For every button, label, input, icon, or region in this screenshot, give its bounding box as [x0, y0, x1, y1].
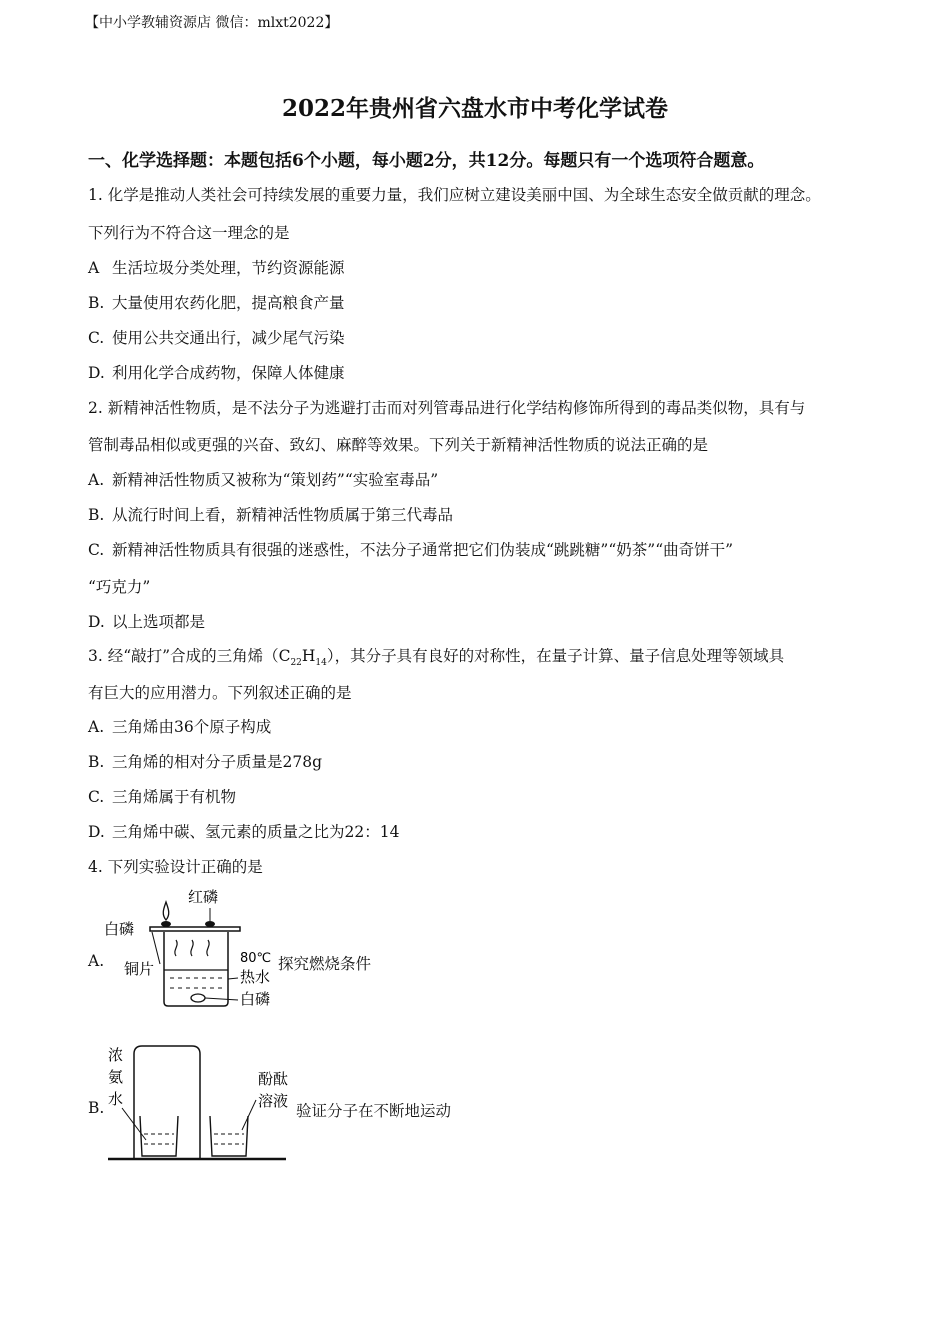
- q3-stem-line2: 有巨大的应用潜力。下列叙述正确的是: [88, 684, 352, 702]
- q2-option-c: [88, 538, 733, 560]
- steam-line: [175, 940, 177, 956]
- label-white-phosphorus-top: 白磷: [104, 920, 135, 938]
- option-letter: B.: [88, 753, 105, 771]
- q2-stem-line2: 管制毒品相似或更强的兴奋、致幻、麻醉等效果。下列关于新精神活性物质的说法正确的是: [88, 436, 709, 454]
- label-copper-sheet: 铜片: [124, 960, 155, 978]
- q3-stem-line1: [88, 644, 784, 668]
- option-text: 三角烯中碳、氢元素的质量之比为22：14: [112, 823, 400, 841]
- q3-stem-text: 3. 经“敲打”合成的三角烯（C: [88, 647, 291, 665]
- formula-subscript: 14: [315, 658, 327, 669]
- option-letter: B.: [88, 506, 105, 524]
- q1-stem-line1: 1. 化学是推动人类社会可持续发展的重要力量，我们应树立建设美丽中国、为全球生态安全做贡献的理念。: [88, 186, 821, 204]
- pointer-line: [228, 978, 238, 979]
- q3-option-d: [88, 820, 399, 842]
- white-phosphorus-piece: [161, 921, 171, 927]
- option-text: 新精神活性物质又被称为“策划药”“实验室毒品”: [112, 471, 439, 489]
- option-letter: A.: [88, 471, 105, 489]
- option-letter: D.: [88, 364, 105, 382]
- q1-option-b: [88, 291, 345, 313]
- formula-element: H: [301, 647, 316, 665]
- label-hot-water: 热水: [240, 968, 271, 986]
- q2-option-c-continued: [88, 575, 150, 597]
- option-text: 三角烯的相对分子质量是278g: [112, 753, 323, 771]
- option-letter: A: [88, 259, 100, 277]
- option-letter: D.: [88, 613, 105, 631]
- combustion-apparatus-diagram: [104, 884, 284, 1016]
- q3-option-c: [88, 785, 236, 807]
- q4-option-b-letter: B.: [88, 1099, 105, 1117]
- red-phosphorus-piece: [205, 921, 215, 927]
- option-text: 大量使用农药化肥，提高粮食产量: [112, 294, 345, 312]
- steam-line: [191, 940, 193, 956]
- watermark: 【中小学教辅资源店 微信：mlxt2022】: [85, 15, 339, 31]
- label-red-phosphorus: 红磷: [188, 888, 219, 906]
- label-solution: 溶液: [258, 1092, 289, 1110]
- q4-option-b-caption: 验证分子在不断地运动: [296, 1102, 452, 1120]
- option-text: 从流行时间上看，新精神活性物质属于第三代毒品: [112, 506, 454, 524]
- label-white-phosphorus-bottom: 白磷: [240, 990, 271, 1008]
- q2-option-b: [88, 503, 453, 525]
- q1-option-a: [88, 256, 345, 278]
- ammonia-beaker: [140, 1116, 178, 1156]
- option-letter: C.: [88, 541, 105, 559]
- option-letter: A.: [88, 718, 105, 736]
- q3-option-b: [88, 750, 322, 772]
- page-title: 2022年贵州省六盘水市中考化学试卷: [281, 95, 668, 122]
- submerged-white-phosphorus: [191, 994, 205, 1002]
- option-text: 三角烯由36个原子构成: [112, 718, 272, 736]
- q2-option-a: [88, 468, 438, 490]
- q4-stem: 4. 下列实验设计正确的是: [88, 858, 263, 876]
- q4-option-a-letter: A.: [88, 952, 105, 970]
- steam-line: [207, 940, 209, 956]
- q2-option-d: [88, 610, 205, 632]
- option-text: 利用化学合成药物，保障人体健康: [112, 364, 345, 382]
- option-text: 三角烯属于有机物: [112, 788, 237, 806]
- option-text: 新精神活性物质具有很强的迷惑性，不法分子通常把它们伪装成“跳跳糖”“奶茶”“曲奇饼干”: [112, 541, 734, 559]
- copper-plate: [150, 927, 240, 931]
- label-ammonia-char: 浓: [108, 1046, 124, 1064]
- option-letter: D.: [88, 823, 105, 841]
- option-text: 生活垃圾分类处理，节约资源能源: [112, 259, 345, 277]
- option-letter: C.: [88, 788, 105, 806]
- option-letter: C.: [88, 329, 105, 347]
- molecular-motion-apparatus-diagram: [106, 1040, 290, 1164]
- option-text: 以上选项都是: [112, 613, 206, 631]
- q2-stem-line1: 2. 新精神活性物质，是不法分子为逃避打击而对列管毒品进行化学结构修饰所得到的毒品类似物，具有与: [88, 399, 806, 417]
- q1-stem-line2: 下列行为不符合这一理念的是: [88, 224, 290, 242]
- section-heading: 一、化学选择题：本题包括6个小题，每小题2分，共12分。每题只有一个选项符合题意。: [88, 151, 765, 171]
- q1-option-d: [88, 361, 345, 383]
- flame-icon: [163, 902, 168, 920]
- phenolphthalein-beaker: [210, 1116, 248, 1156]
- formula-subscript: 22: [290, 658, 302, 669]
- beaker: [164, 932, 228, 1006]
- label-ammonia-char: 水: [108, 1090, 124, 1108]
- q3-option-a: [88, 715, 271, 737]
- pointer-line: [242, 1100, 256, 1130]
- q1-option-c: [88, 326, 345, 348]
- q4-option-a-caption: 探究燃烧条件: [278, 955, 372, 973]
- label-temperature: 80℃: [240, 951, 272, 966]
- option-letter: B.: [88, 294, 105, 312]
- label-ammonia-char: 氨: [108, 1068, 124, 1086]
- option-text: “巧克力”: [88, 578, 151, 596]
- bell-jar: [134, 1046, 200, 1158]
- option-text: 使用公共交通出行，减少尾气污染: [112, 329, 345, 347]
- q3-stem-text: ），其分子具有良好的对称性，在量子计算、量子信息处理等领域具: [326, 647, 785, 665]
- label-phenolphthalein: 酚酞: [258, 1070, 289, 1088]
- pointer-line: [205, 998, 238, 1000]
